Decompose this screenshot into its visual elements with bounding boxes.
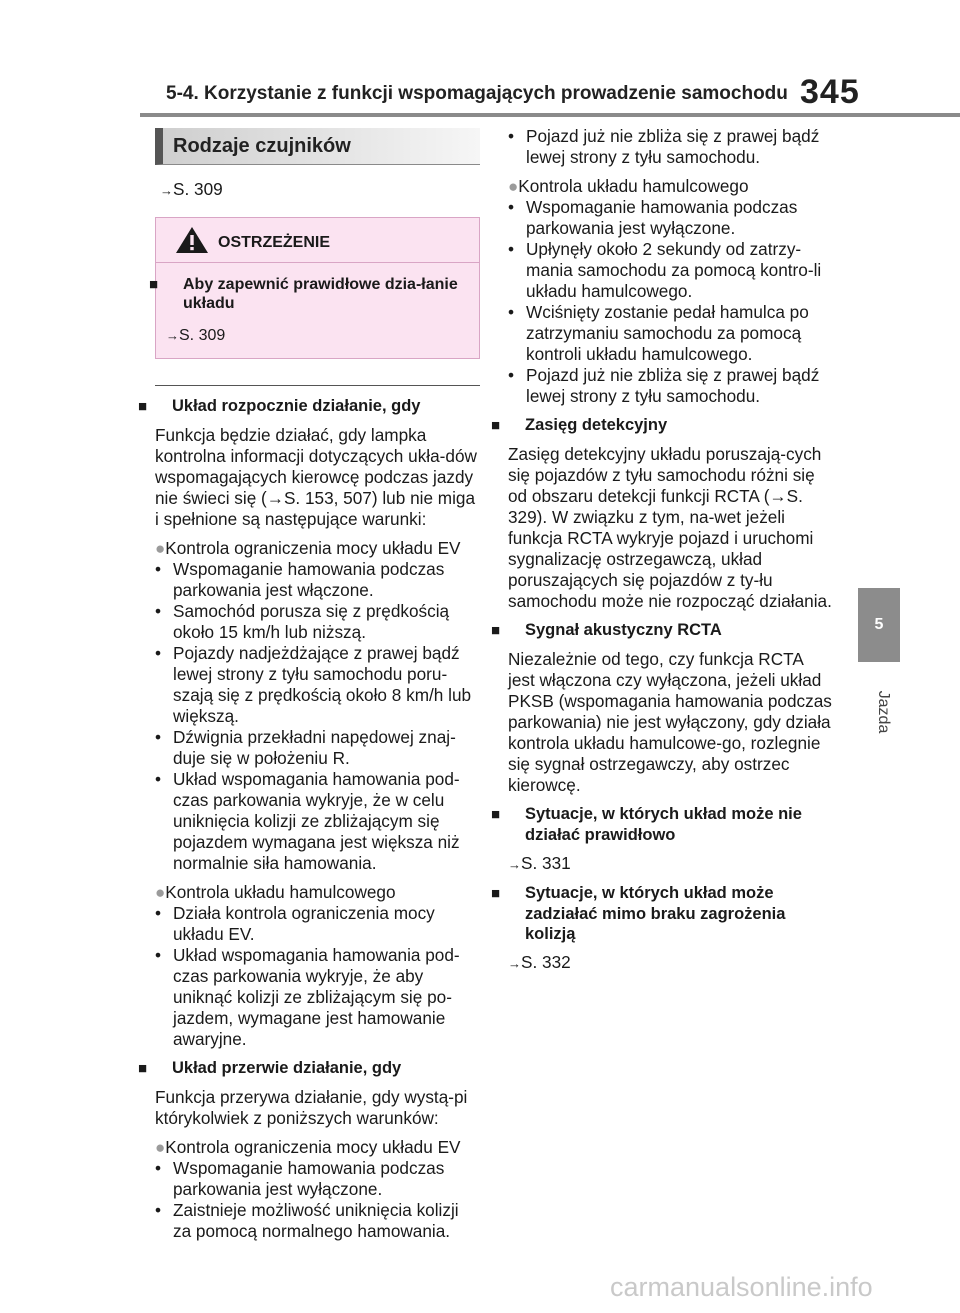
- paragraph-start: Funkcja będzie działać, gdy lampka kontrolna informacji dotyczących ukła-dów wspomagających kierowcę podczas jazdy nie świeci się (→S. 153, 507) lub nie miga i spełnione są następujące warunki:: [155, 425, 477, 529]
- reference-may-work[interactable]: →S. 332: [508, 952, 571, 972]
- dot-bullet-icon: ●: [508, 177, 519, 196]
- header-rule: [140, 113, 960, 117]
- list-item: • Zaistnieje możliwość uniknięcia kolizji za pomocą normalnego hamowania.: [155, 1200, 459, 1241]
- list-item: • Wspomaganie hamowania podczas parkowania jest wyłączone.: [508, 197, 798, 238]
- list-item: • Upłynęły około 2 sekundy od zatrzy-mania samochodu za pomocą kontro-li układu hamulcowego.: [508, 239, 822, 301]
- list-item: • Samochód porusza się z prędkością około 15 km/h lub niższą.: [155, 601, 450, 642]
- condition-group: ●Kontrola układu hamulcowego: [155, 882, 396, 902]
- list-item: • Układ wspomagania hamowania pod-czas parkowania wykryje, że aby uniknąć kolizji ze zbliżającym się po-jazdem, wymagane jest hamowanie awaryjne.: [155, 945, 460, 1049]
- section-title: Rodzaje czujników: [155, 128, 480, 165]
- condition-group: ●Kontrola ograniczenia mocy układu EV: [155, 538, 461, 558]
- condition-group: ●Kontrola ograniczenia mocy układu EV: [155, 1137, 461, 1157]
- list-item: • Układ wspomagania hamowania pod-czas parkowania wykryje, że w celu uniknięcia kolizji ze zbliżającym się pojazdem wymagana jest większa niż normalnie siła hamowania.: [155, 769, 460, 873]
- chapter-tab-label: Jazda: [875, 690, 892, 734]
- list-item: • Wciśnięty zostanie pedał hamulca po zatrzymaniu samochodu za pomocą kontroli układu hamulcowego.: [508, 302, 809, 364]
- warning-body: [149, 263, 479, 358]
- warning-box: [149, 217, 480, 359]
- list-item: • Wspomaganie hamowania podczas parkowania jest włączone.: [155, 559, 445, 600]
- condition-list: [155, 903, 480, 1050]
- list-item: • Pojazd już nie zbliża się z prawej bądź lewej strony z tyłu samochodu.: [508, 365, 820, 406]
- list-item: • Działa kontrola ograniczenia mocy układu EV.: [155, 903, 435, 944]
- subheading-not-work: ■ Sytuacje, w których układ może nie działać prawidłowo: [491, 805, 802, 844]
- condition-list: [508, 126, 833, 168]
- left-column: [138, 128, 480, 1242]
- page-number: 345: [800, 73, 860, 111]
- paragraph-stop: Funkcja przerywa działanie, gdy wystą-pi którykolwiek z poniższych warunków:: [155, 1087, 468, 1128]
- arrow-icon: →: [508, 956, 521, 971]
- condition-list: [155, 1158, 480, 1242]
- condition-list: [508, 197, 833, 407]
- square-bullet-icon: ■: [491, 622, 501, 639]
- right-column: [491, 126, 833, 974]
- square-bullet-icon: ■: [149, 276, 159, 293]
- section-divider: [155, 385, 480, 386]
- arrow-icon: →: [166, 328, 179, 343]
- arrow-icon: →: [160, 183, 173, 198]
- paragraph-range: Zasięg detekcyjny układu poruszają-cych się pojazdów z tyłu samochodu różni się od obszaru detekcji funkcji RCTA (→S. 329). W związku z tym, na-wet jeżeli funkcja RCTA wykryje pojazd i uruchomi sygnalizację ostrzegawczą, układ poruszających się pojazdów z ty-łu samochodu może nie rozpocząć działania.: [508, 444, 832, 611]
- subheading-start: ■ Układ rozpocznie działanie, gdy: [138, 397, 421, 415]
- square-bullet-icon: ■: [491, 417, 501, 434]
- dot-bullet-icon: ●: [155, 883, 166, 902]
- page-header: [0, 0, 960, 118]
- square-bullet-icon: ■: [138, 398, 148, 415]
- square-bullet-icon: ■: [491, 806, 501, 823]
- subheading-range: ■ Zasięg detekcyjny: [491, 416, 668, 434]
- section-reference[interactable]: →S. 309: [160, 179, 223, 199]
- warning-triangle-icon: [175, 226, 209, 254]
- subheading-may-work: ■ Sytuacje, w których układ może zadziałać mimo braku zagrożenia kolizją: [491, 884, 786, 943]
- subheading-signal: ■ Sygnał akustyczny RCTA: [491, 621, 722, 639]
- reference-not-work[interactable]: →S. 331: [508, 853, 571, 873]
- list-item: • Pojazd już nie zbliża się z prawej bądź lewej strony z tyłu samochodu.: [508, 126, 820, 167]
- condition-group: ●Kontrola układu hamulcowego: [508, 176, 749, 196]
- warning-title: OSTRZEŻENIE: [218, 234, 331, 251]
- paragraph-signal: Niezależnie od tego, czy funkcja RCTA jest włączona czy wyłączona, jeżeli układ PKSB (wspomagania hamowania podczas parkowania) nie jest wyłączony, gdy działa kontrola układu hamulcowe-go, rozlegnie się sygnał ostrzegawczy, aby ostrzec kierowcę.: [508, 649, 832, 795]
- list-item: • Pojazdy nadjeżdżające z prawej bądź lewej strony z tyłu samochodu poru-szają się z prędkością około 8 km/h lub większą.: [155, 643, 472, 726]
- dot-bullet-icon: ●: [155, 1138, 166, 1157]
- square-bullet-icon: ■: [138, 1060, 148, 1077]
- dot-bullet-icon: ●: [155, 539, 166, 558]
- warning-reference[interactable]: →S. 309: [166, 327, 226, 344]
- watermark: carmanualsonline.info: [610, 1272, 873, 1302]
- arrow-icon: →: [508, 857, 521, 872]
- square-bullet-icon: ■: [491, 885, 501, 902]
- chapter-tab[interactable]: 5: [858, 588, 900, 662]
- list-item: • Dźwignia przekładni napędowej znaj-duje się w położeniu R.: [155, 727, 456, 768]
- warning-subheading: ■ Aby zapewnić prawidłowe dzia-łanie układu: [149, 276, 458, 312]
- chapter-title: 5-4. Korzystanie z funkcji wspomagających prowadzenie samochodu: [166, 83, 788, 104]
- condition-list: [155, 559, 480, 874]
- subheading-stop: ■ Układ przerwie działanie, gdy: [138, 1059, 402, 1077]
- list-item: • Wspomaganie hamowania podczas parkowania jest wyłączone.: [155, 1158, 445, 1199]
- warning-header: [156, 218, 479, 263]
